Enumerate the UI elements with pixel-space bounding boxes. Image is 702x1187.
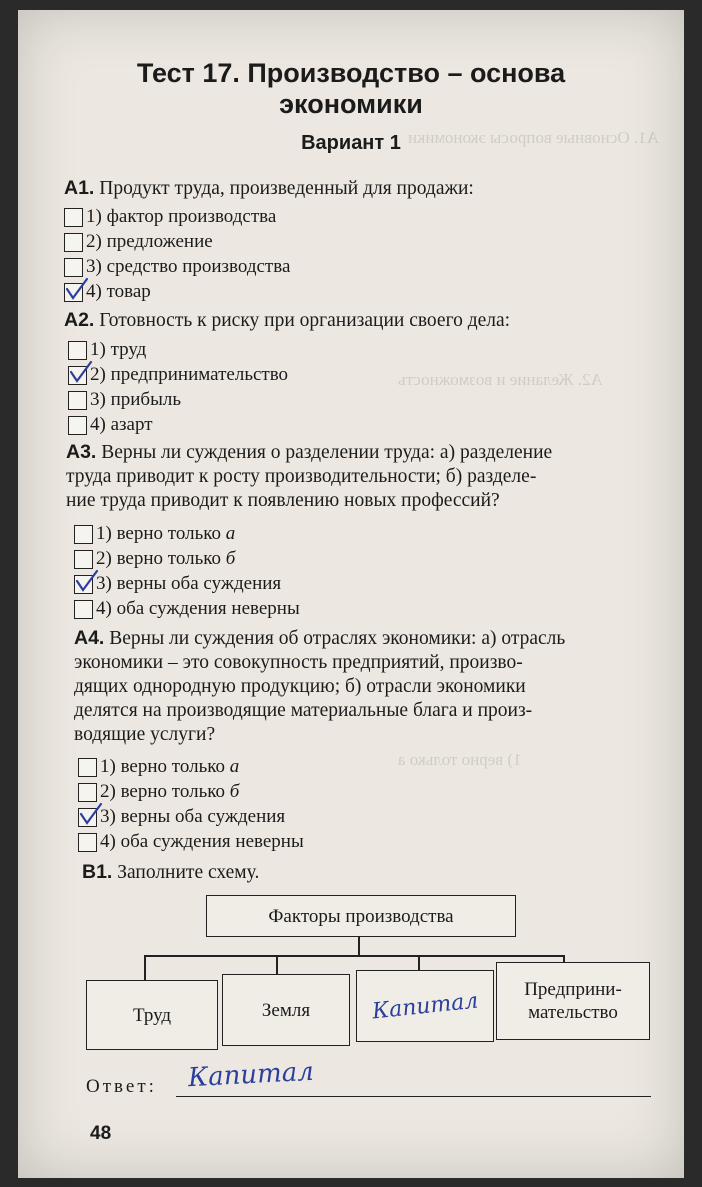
option-a3-2[interactable] [74, 548, 235, 570]
option-label: 3) верны оба суждения [100, 806, 286, 827]
option-label: 1) труд [90, 339, 147, 360]
scheme-child-label-line-1: Предприни- [524, 979, 622, 1000]
option-label [96, 548, 235, 570]
question-text-line: ние труда приводит к появлению новых профессий? [66, 490, 500, 511]
option-label [100, 781, 239, 803]
option-a4-2[interactable] [78, 781, 239, 803]
question-number: А4. [74, 627, 105, 649]
question-text: Заполните схему. [117, 862, 260, 883]
option-label-letter: б [225, 548, 236, 569]
page-number: 48 [90, 1123, 112, 1144]
question-number: А2. [64, 309, 95, 331]
scheme-child-entrepreneurship [496, 962, 650, 1040]
question-number: В1. [82, 861, 113, 883]
checkbox-checked[interactable] [74, 575, 93, 594]
option-a3-3[interactable] [74, 573, 281, 595]
checkmark-icon [73, 569, 99, 595]
checkbox[interactable] [74, 525, 93, 544]
question-b1 [82, 860, 259, 885]
option-label-letter: а [229, 756, 240, 777]
option-label [96, 523, 235, 545]
checkbox[interactable] [68, 391, 87, 410]
option-label: 2) предпринимательство [90, 364, 289, 385]
option-label: 4) азарт [90, 414, 153, 435]
scheme-connector [144, 955, 564, 957]
option-label: 3) верны оба суждения [96, 573, 282, 594]
question-text-line: Верны ли суждения об отраслях экономики: а) отрасль [109, 628, 566, 649]
option-a2-2[interactable] [68, 364, 288, 386]
checkbox[interactable] [64, 208, 83, 227]
checkbox[interactable] [78, 758, 97, 777]
checkbox[interactable] [64, 258, 83, 277]
scheme-connector [358, 936, 360, 956]
option-label: 3) прибыль [90, 389, 181, 410]
option-a2-3[interactable] [68, 389, 181, 411]
variant-heading: Вариант 1 [301, 132, 401, 154]
checkmark-icon [67, 360, 93, 386]
question-text-line: водящие услуги? [74, 724, 216, 745]
checkbox[interactable] [74, 550, 93, 569]
option-label: 4) оба суждения неверны [100, 831, 304, 852]
option-label: 4) товар [86, 281, 151, 302]
title-line-1: Тест 17. Производство – основа [136, 58, 566, 88]
checkbox-checked[interactable] [68, 366, 87, 385]
option-a4-3[interactable] [78, 806, 285, 828]
question-a3 [66, 440, 666, 513]
option-label: 4) оба суждения неверны [96, 598, 300, 619]
scheme-root-box [206, 895, 516, 937]
option-label: 1) фактор производства [86, 206, 277, 227]
question-number: А1. [64, 177, 95, 199]
question-a1 [64, 176, 474, 201]
option-a1-1[interactable] [64, 206, 276, 228]
scheme-child-label: Земля [261, 999, 311, 1021]
checkbox-checked[interactable] [78, 808, 97, 827]
option-label-letter: б [229, 781, 240, 802]
bleed-through-text: А1. Основные вопросы экономики [408, 128, 659, 147]
question-text-line: Верны ли суждения о разделении труда: а) разделение [101, 442, 553, 463]
option-label-text: 2) верно только [96, 548, 226, 569]
option-a2-4[interactable] [68, 414, 153, 436]
option-a4-4[interactable] [78, 831, 304, 853]
scheme-child-label: Труд [132, 1004, 172, 1026]
answer-line [176, 1096, 651, 1097]
option-a4-1[interactable] [78, 756, 239, 778]
checkbox[interactable] [68, 416, 87, 435]
scheme-child-labour [86, 980, 218, 1050]
bleed-through-text: А2. Желание и возможность [398, 370, 603, 389]
scheme-connector [418, 955, 420, 971]
scheme-root-label: Факторы производства [268, 905, 454, 927]
option-a3-1[interactable] [74, 523, 235, 545]
option-label-text: 1) верно только [96, 523, 226, 544]
checkbox[interactable] [78, 783, 97, 802]
checkbox[interactable] [68, 341, 87, 360]
question-number: А3. [66, 441, 97, 463]
scheme-child-handwritten: Капитал [370, 988, 480, 1024]
checkbox[interactable] [78, 833, 97, 852]
option-label: 2) предложение [86, 231, 213, 252]
question-a4 [74, 626, 674, 747]
question-text: Готовность к риску при организации своего дела: [99, 310, 511, 331]
checkmark-icon [63, 277, 89, 303]
scheme-child-label [524, 978, 622, 1024]
answer-handwritten[interactable]: Капитал [187, 1056, 315, 1094]
option-label: 3) средство производства [86, 256, 291, 277]
scheme-child-land [222, 974, 350, 1046]
title-line-2: экономики [279, 89, 423, 119]
option-a1-3[interactable] [64, 256, 290, 278]
checkmark-icon [77, 802, 103, 828]
workbook-page [18, 10, 684, 1178]
option-label-text: 2) верно только [100, 781, 230, 802]
scheme-child-capital[interactable] [356, 970, 494, 1042]
option-a1-4[interactable] [64, 281, 151, 303]
checkbox[interactable] [74, 600, 93, 619]
checkbox[interactable] [64, 233, 83, 252]
question-text-line: делятся на производящие материальные блага и произ- [74, 700, 533, 721]
bleed-through-text: 1) верно только а [398, 750, 522, 769]
page-title [18, 58, 684, 120]
scheme-connector [276, 955, 278, 975]
option-a1-2[interactable] [64, 231, 213, 253]
answer-label: Ответ: [86, 1076, 157, 1097]
question-text-line: дящих однородную продукцию; б) отрасли экономики [74, 676, 526, 697]
checkbox-checked[interactable] [64, 283, 83, 302]
question-text: Продукт труда, произведенный для продажи: [99, 178, 474, 199]
option-label-letter: а [225, 523, 236, 544]
scheme-connector [144, 955, 146, 981]
option-label [100, 756, 239, 778]
question-a2 [64, 308, 510, 333]
option-a2-1[interactable] [68, 339, 146, 361]
question-text-line: труда приводит к росту производительности; б) разделе- [66, 466, 537, 487]
option-a3-4[interactable] [74, 598, 300, 620]
scheme-child-label-line-2: мательство [528, 1002, 618, 1023]
question-text-line: экономики – это совокупность предприятий, произво- [74, 652, 523, 673]
option-label-text: 1) верно только [100, 756, 230, 777]
